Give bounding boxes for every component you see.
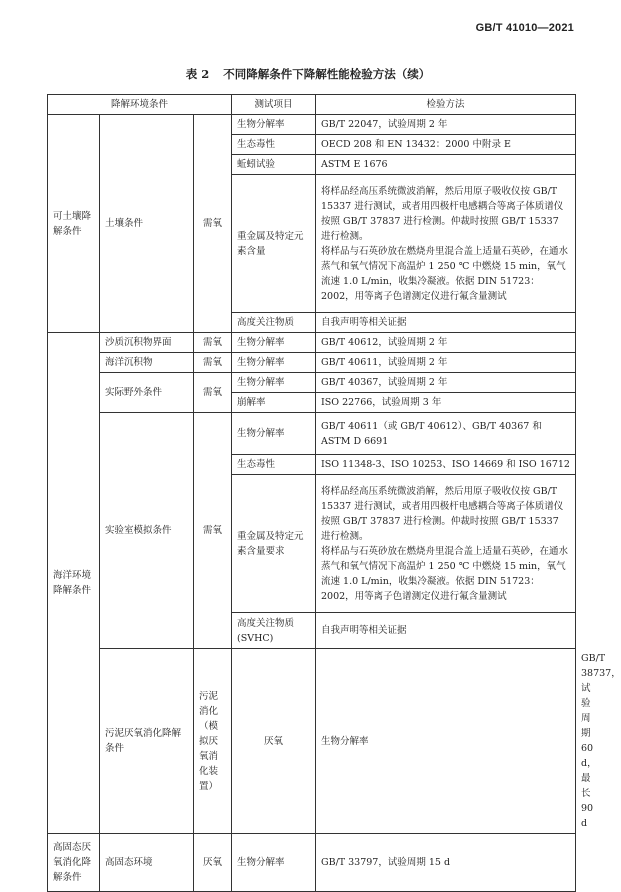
method-paragraph: 将样品与石英砂放在燃烧舟里混合盖上适量石英砂，在通水蒸气和氧气情况下高温炉 1 250 ℃ 中燃烧 15 min，氧气流速 1.0 L/min，收集冷凝液。依据 DIN 51723：2002，用等离子色谱测定仪进行氟含量测试: [321, 545, 569, 602]
test-item: 生态毒性: [232, 135, 316, 155]
table-title: 不同降解条件下降解性能检验方法（续）: [223, 67, 431, 81]
test-method: ISO 11348-3、ISO 10253、ISO 14669 和 ISO 16712: [316, 455, 576, 475]
test-item: 重金属及特定元素含量: [232, 175, 316, 313]
test-method: GB/T 40367，试验周期 2 年: [316, 373, 576, 393]
condition-name: 高固态环境: [100, 834, 194, 892]
table-caption: [0, 66, 616, 82]
test-item: 生物分解率: [232, 115, 316, 135]
header-env: 降解环境条件: [48, 95, 232, 115]
oxygen-condition: 厌氧: [194, 834, 232, 892]
test-item: 生态毒性: [232, 455, 316, 475]
test-item: 生物分解率: [232, 413, 316, 455]
test-method: GB/T 40612，试验周期 2 年: [316, 333, 576, 353]
table-row: [48, 333, 576, 353]
table-label: 表 2: [185, 67, 210, 81]
standard-number: GB/T 41010—2021: [475, 22, 574, 34]
test-method: [316, 475, 576, 613]
test-item: 高度关注物质: [232, 313, 316, 333]
test-item: 生物分解率: [232, 353, 316, 373]
header-method: 检验方法: [316, 95, 576, 115]
table-row: 污泥厌氧消化降解条件 污泥消化（模拟厌氧消化装置） 厌氧 生物分解率 GB/T 38737，试验周期 60 d，最长 90 d: [48, 649, 576, 834]
method-paragraph: 将样品与石英砂放在燃烧舟里混合盖上适量石英砂，在通水蒸气和氧气情况下高温炉 1 250 ℃ 中燃烧 15 min，氧气流速 1.0 L/min，收集冷凝液。依据 DIN 51723：2002，用等离子色谱测定仪进行氟含量测试: [321, 245, 569, 302]
condition-name: 污泥消化（模拟厌氧消化装置）: [194, 649, 232, 834]
table-row: [48, 115, 576, 135]
table-row: [48, 373, 576, 393]
test-item: 生物分解率: [232, 834, 316, 892]
condition-name: 实际野外条件: [100, 373, 194, 413]
oxygen-condition: 需氧: [194, 373, 232, 413]
group-name: 可土壤降解条件: [48, 115, 100, 333]
test-method: GB/T 22047，试验周期 2 年: [316, 115, 576, 135]
test-item: 重金属及特定元素含量要求: [232, 475, 316, 613]
test-item: 崩解率: [232, 393, 316, 413]
table-header-row: [48, 95, 576, 115]
table-row: [48, 834, 576, 892]
test-item: 高度关注物质(SVHC): [232, 613, 316, 649]
condition-name: 沙质沉积物界面: [100, 333, 194, 353]
table-row: [48, 353, 576, 373]
oxygen-condition: 需氧: [194, 115, 232, 333]
test-method: ISO 22766，试验周期 3 年: [316, 393, 576, 413]
group-name: 污泥厌氧消化降解条件: [100, 649, 194, 834]
method-paragraph: 将样品经高压系统微波消解，然后用原子吸收仪按 GB/T 15337 进行测试，或者用四极杆电感耦合等离子体质谱仪按照 GB/T 37837 进行检测。仲裁时按照 GB/T 15337 进行检测。: [321, 485, 564, 542]
test-method: GB/T 40611（或 GB/T 40612）、GB/T 40367 和 ASTM D 6691: [316, 413, 576, 455]
table-row: [48, 413, 576, 455]
test-method: 自我声明等相关证据: [316, 313, 576, 333]
oxygen-condition: 需氧: [194, 353, 232, 373]
group-name: 高固态厌氧消化降解条件: [48, 834, 100, 892]
condition-name: 实验室模拟条件: [100, 413, 194, 649]
degradation-test-methods-table: [47, 94, 621, 892]
condition-name: 土壤条件: [100, 115, 194, 333]
test-item: 生物分解率: [232, 373, 316, 393]
condition-name: 海洋沉积物: [100, 353, 194, 373]
test-method: OECD 208 和 EN 13432：2000 中附录 E: [316, 135, 576, 155]
test-method: [316, 175, 576, 313]
oxygen-condition: 需氧: [194, 413, 232, 649]
test-method: GB/T 33797，试验周期 15 d: [316, 834, 576, 892]
test-item: 生物分解率: [232, 333, 316, 353]
test-method: GB/T 40611，试验周期 2 年: [316, 353, 576, 373]
group-name: 海洋环境降解条件: [48, 333, 100, 834]
test-method: ASTM E 1676: [316, 155, 576, 175]
test-method: 自我声明等相关证据: [316, 613, 576, 649]
oxygen-condition: 厌氧: [232, 649, 316, 834]
method-paragraph: 将样品经高压系统微波消解，然后用原子吸收仪按 GB/T 15337 进行测试，或者用四极杆电感耦合等离子体质谱仪按照 GB/T 37837 进行检测。仲裁时按照 GB/T 15337 进行检测。: [321, 185, 564, 242]
header-item: 测试项目: [232, 95, 316, 115]
test-item: 蚯蚓试验: [232, 155, 316, 175]
test-item: 生物分解率: [316, 649, 576, 834]
oxygen-condition: 需氧: [194, 333, 232, 353]
